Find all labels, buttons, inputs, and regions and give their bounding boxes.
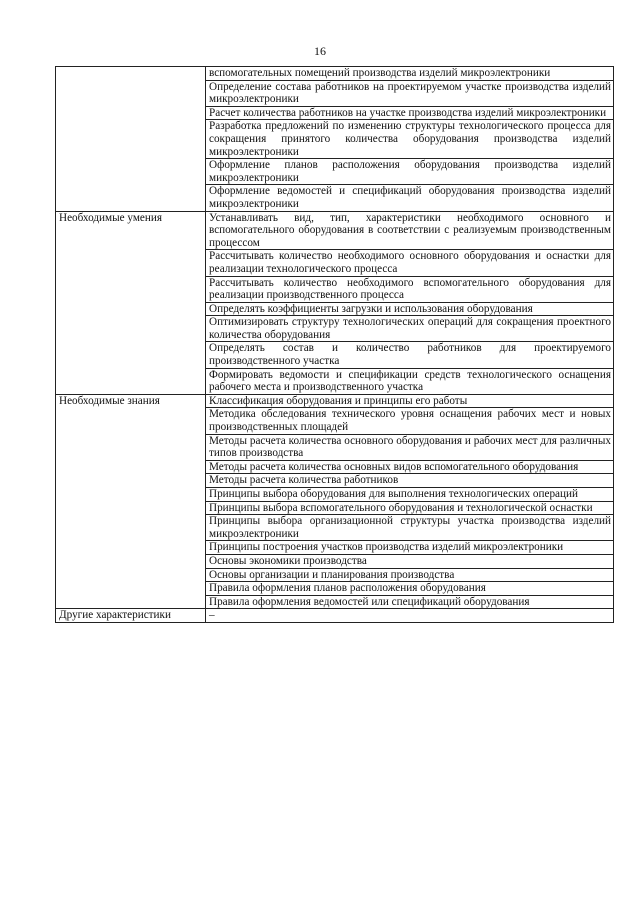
- section-item: Основы организации и планирования производства: [206, 568, 614, 582]
- section-item: Оформление ведомостей и спецификаций оборудования производства изделий микроэлектроники: [206, 185, 614, 211]
- section-item: Основы экономики производства: [206, 554, 614, 568]
- section-item: Устанавливать вид, тип, характеристики необходимого основного и вспомогательного оборудования в соответствии с реализуемым производственным процессом: [206, 211, 614, 250]
- section-item: Определять состав и количество работников для проектируемого производственного участка: [206, 342, 614, 368]
- section-item: Разработка предложений по изменению структуры технологического процесса для сокращения принятого количества оборудования производства изделий микроэлектроники: [206, 120, 614, 159]
- section-item: Оформление планов расположения оборудования производства изделий микроэлектроники: [206, 159, 614, 185]
- section-item: Принципы выбора вспомогательного оборудования и технологической оснастки: [206, 501, 614, 515]
- section-item: Правила оформления ведомостей или спецификаций оборудования: [206, 595, 614, 609]
- section-label: [56, 67, 206, 212]
- page-number: 16: [314, 44, 326, 58]
- section-item: Расчет количества работников на участке производства изделий микроэлектроники: [206, 106, 614, 120]
- section-item: Принципы выбора оборудования для выполнения технологических операций: [206, 488, 614, 502]
- section-item: Оптимизировать структуру технологических операций для сокращения проектного количества оборудования: [206, 316, 614, 342]
- section-item: Методика обследования технического уровня оснащения рабочих мест и новых производственных площадей: [206, 408, 614, 434]
- section-label: Другие характеристики: [56, 609, 206, 623]
- section-item: Принципы построения участков производства изделий микроэлектроники: [206, 541, 614, 555]
- section-item: Рассчитывать количество необходимого основного оборудования и оснастки для реализации технологического процесса: [206, 250, 614, 276]
- section-item: Правила оформления планов расположения оборудования: [206, 582, 614, 596]
- table-row: [56, 211, 614, 250]
- section-item: Принципы выбора организационной структуры участка производства изделий микроэлектроники: [206, 515, 614, 541]
- section-item: Классификация оборудования и принципы его работы: [206, 394, 614, 408]
- section-item: вспомогательных помещений производства изделий микроэлектроники: [206, 67, 614, 81]
- section-item: Методы расчета количества работников: [206, 474, 614, 488]
- section-item: Формировать ведомости и спецификации средств технологического оснащения рабочего места и производственного участка: [206, 368, 614, 394]
- section-item: –: [206, 609, 614, 623]
- competency-table: [55, 66, 614, 623]
- table-row: [56, 394, 614, 408]
- section-label: Необходимые умения: [56, 211, 206, 394]
- table-row: [56, 609, 614, 623]
- section-item: Методы расчета количества основных видов вспомогательного оборудования: [206, 460, 614, 474]
- section-label: Необходимые знания: [56, 394, 206, 609]
- section-item: Определение состава работников на проектируемом участке производства изделий микроэлектроники: [206, 80, 614, 106]
- section-item: Рассчитывать количество необходимого вспомогательного оборудования для реализации производственного процесса: [206, 276, 614, 302]
- competency-table-body: [56, 67, 614, 623]
- section-item: Методы расчета количества основного оборудования и рабочих мест для различных типов производства: [206, 434, 614, 460]
- section-item: Определять коэффициенты загрузки и использования оборудования: [206, 302, 614, 316]
- table-row: [56, 67, 614, 81]
